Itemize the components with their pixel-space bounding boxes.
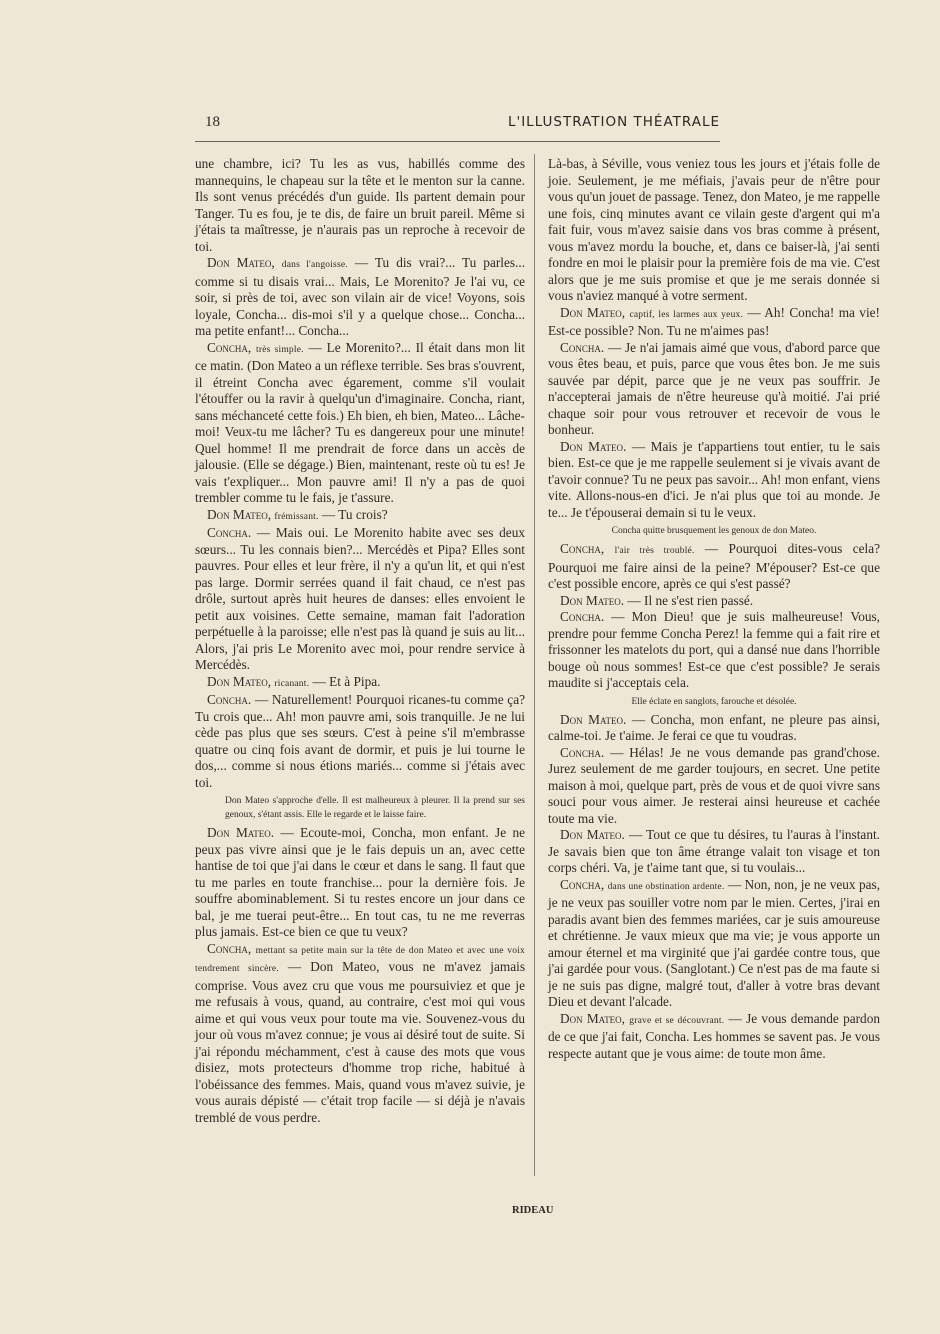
dialogue-paragraph [548,712,880,745]
dialogue-text: — Et à Pipa. [312,673,381,689]
speaker-name: Concha. [560,339,605,355]
dialogue-text: — Le Morenito?... Il était dans mon lit ce matin. (Don Mateo a un réflexe terrible. Ses bras s'ouvrent, il étreint Concha avec égarement, comme s'il voulait l'étouffer ou la ravir à quelqu'un d'imaginaire. Concha, riant, sans méchanceté cette fois.) Eh bien, eh bien, Mateo... Lâche-moi! Veux-tu me lâcher? Tu es dangereux pour une minute! Quel homme! Il me prendrait de force dans un accès de jalousie. (Elle se dégage.) Bien, maintenant, reste où tu es! Je vais t'expliquer... Mon pauvre ami! Il n'y a pas de quoi trembler comme tu le fais, je t'assure. [195,339,525,505]
stage-direction-inline: mettant sa petite main sur la tête de don Mateo et avec une voix tendrement sincère. [195,945,525,974]
journal-title: L'ILLUSTRATION THÉATRALE [507,114,720,130]
dialogue-paragraph [548,305,880,340]
speaker-name: Don Mateo, [207,506,272,522]
dialogue-text: — Non, non, je ne veux pas, je ne veux pas souiller votre nom par le mien. Certes, j'irai en paradis avant bien des femmes mariées, car je suis amoureuse et chrétienne. Je vaux mieux que ma vie; je vous apporte un amour éternel et ma virginité que j'ai gardée contre tous, que j'ai gardée pour vous. (Sanglotant.) Ce n'est pas de ma faute si je ne suis pas digne, malgré tout, d'aller à votre bras devant Dieu et devant l'alcade. [548,876,881,1009]
speaker-name: Concha, [207,339,252,355]
stage-direction-inline: captif, les larmes aux yeux. [629,309,744,320]
dialogue-text: une chambre, ici? Tu les as vus, habillés comme des mannequins, le chapeau sur la tête et le menton sur la canne. Ils sont venus précédés d'un guide. Ils partent demain pour Tanger. Tu es fou, je te dis, de faire un bruit pareil. Même si j'étais ta maîtresse, je n'aurais pas un reproche à recevoir de toi. [195,156,525,254]
right-paragraphs-2 [548,541,880,692]
dialogue-paragraph [195,340,525,507]
dialogue-text: — Don Mateo, vous ne m'avez jamais comprise. Vous avez cru que vous me poursuiviez et que je me refusais à vous, quand, au contraire, c'est moi qui vous aime et qui vous veux pour toute ma vie. Souvenez-vous du jour où vous m'avez connue; je vous ai désiré tout de suite. Si j'ai répondu méchamment, c'est à cause des mots que vous disiez, mots protecteurs d'homme trop riche, habitué à l'obéissance des femmes. Mais, quand vous m'avez suivie, je vous aurais dépisté — c'était trop facile — si déjà je n'avais tremblé de vous perdre. [195,959,526,1125]
speaker-name: Concha. [207,525,252,540]
dialogue-text: — Je vous demande pardon de ce que j'ai fait, Concha. Les hommes se savent pas. Je vous respecte autant que je vous aime: de toute mon âme. [548,1010,880,1061]
page-header [205,114,720,136]
stage-direction-inline: grave et se découvrant. [629,1015,725,1026]
dialogue-text: — Pourquoi dites-vous cela? Pourquoi me faire ainsi de la peine? M'épouser? Est-ce que c'est possible encore, après ce qui s'est passé? [548,541,880,591]
dialogue-paragraph [195,525,525,674]
dialogue-text: — Tout ce que tu désires, tu l'auras à l'instant. Je savais bien que ton âme étrange valait ton visage et ton corps chéri. Va, je t'aime tant que, si tu voulais... [548,827,880,875]
dialogue-paragraph [195,255,525,340]
dialogue-paragraph [195,156,525,255]
stage-direction: Don Mateo s'approche d'elle. Il est malheureux à pleurer. Il la prend sur ses genoux, s'étant assis. Elle le regarde et le laisse faire. [225,796,525,820]
speaker-name: Don Mateo. [560,827,625,842]
speaker-name: Don Mateo, [207,673,272,689]
stage-direction-inline: dans une obstination ardente. [607,881,725,892]
speaker-name: Concha. [560,609,605,624]
right-column [548,156,880,1062]
page-number: 18 [205,114,220,130]
dialogue-paragraph [548,827,880,877]
dialogue-text: — Mais oui. Le Morenito habite avec ses deux sœurs... Tu les connais bien?... Mercédès et Pipa? Elles sont pauvres. Pour elles et leur frère, il n'y a qu'un lit, et qui n'est pas large. Dormir serrées quand il fait chaud, ce n'est pas drôle, surtout après huit heures de danses: elles envoient le petit aux voisines. Cette semaine, maman fait l'adoration perpétuelle à la paroisse; elle n'est pas là quand je suis au lit... Alors, j'ai pris Le Morenito avec moi, pour rendre service à Mercédès. [195,525,525,672]
dialogue-paragraph [548,439,880,522]
stage-direction-inline: dans l'angoisse. [281,260,348,270]
speaker-name: Concha. [207,692,252,707]
dialogue-paragraph [195,507,525,526]
right-paragraphs-3 [548,712,880,1063]
dialogue-text: — Ah! Concha! ma vie! Est-ce possible? Non. Tu ne m'aimes pas! [548,304,880,338]
column-divider [534,154,535,1176]
header-rule [195,141,720,142]
dialogue-paragraph [195,825,525,941]
dialogue-paragraph [195,674,525,693]
dialogue-text: — Mon Dieu! que je suis malheureuse! Vous, prendre pour femme Concha Perez! la femme qui a fait rire et frissonner les matelots du port, qui a dansé nue dans l'horrible bouge où nous sommes! Est-ce que c'est possible? Je serais maudite si j'acceptais cela. [548,609,881,690]
speaker-name: Don Mateo, [207,255,275,270]
dialogue-paragraph [548,877,880,1011]
left-paragraphs [195,156,525,791]
dialogue-paragraph [548,745,880,828]
dialogue-paragraph [548,340,880,439]
dialogue-text: — Mais je t'appartiens tout entier, tu le sais bien. Est-ce que je me rappelle seulement si je vivais avant de t'avoir connue? Tu ne peux pas savoir... Ah! mon enfant, viens vite. Allons-nous-en d'ici. Je n'ai plus que toi au monde. Je te... Je t'épouserai demain si tu le veux. [548,438,880,520]
speaker-name: Don Mateo, [560,304,626,320]
dialogue-text: — Il ne s'est rien passé. [627,592,754,608]
stage-direction-inline: l'air très troublé. [614,546,695,556]
left-paragraphs-2 [195,825,525,1126]
dialogue-paragraph [548,1011,880,1063]
speaker-name: Concha, [560,541,605,556]
stage-direction-inline: très simple. [256,344,304,355]
stage-direction-inline: ricanant. [274,678,310,689]
speaker-name: Concha, [207,940,252,956]
dialogue-paragraph [548,156,880,305]
speaker-name: Don Mateo. [560,592,625,608]
dialogue-text: — Hélas! Je ne vous demande pas grand'chose. Jurez seulement de me garder toujours, en secret. Une petite maison à moi, quelque part, près de vous et de quoi vivre sans souci pour vous aimer. Je resterai ainsi heureuse et cachée toute ma vie. [548,744,880,826]
stage-direction-inline: frémissant. [274,511,319,522]
dialogue-paragraph [548,541,880,593]
left-column [195,156,525,1126]
dialogue-paragraph [195,692,525,791]
dialogue-text: — Je n'ai jamais aimé que vous, d'abord parce que vous êtes beau, et puis, parce que vous êtes bon. Je me suis sauvée par dépit, parce que je ne veux pas souffrir. Je n'accepterai jamais de n'être heureuse qu'à moitié. J'ai prié chaque soir pour vous retrouver et recevoir de vous le bonheur. [548,339,880,437]
dialogue-paragraph [195,941,525,1127]
speaker-name: Don Mateo. [207,825,275,840]
speaker-name: Concha, [560,876,605,892]
dialogue-text: Là-bas, à Séville, vous veniez tous les jours et j'étais folle de joie. Seulement, je me méfiais, j'avais peur de n'être pour vous qu'un jouet de passage. Tenez, don Mateo, je me rappelle une fois, cinq minutes avant ce vilain geste d'argent qui m'a fait fuir, vous m'avez saisie dans vos bras comme à présent, vous m'avez mordu la bouche, et, dans ce baiser-là, j'ai senti fondre en moi le plaisir pour la première fois de ma vie. C'est alors que je me suis promise et que je me serais donnée si vous n'aviez manqué à votre serment. [548,156,880,303]
curtain-label: RIDEAU [512,1205,554,1216]
speaker-name: Don Mateo. [560,438,627,454]
right-paragraphs [548,156,880,521]
dialogue-text: — Naturellement! Pourquoi ricanes-tu comme ça? Tu crois que... Ah! mon pauvre ami, sois tranquille. Je ne lui cède pas plus que ses sœurs. C'est à peine s'il m'embrasse quatre ou cinq fois avant de dormir, et puis je lui tourne le dos,... comme si nous étions mariés... comme si j'étais avec toi. [195,692,525,790]
dialogue-text: — Concha, mon enfant, ne pleure pas ainsi, calme-toi. Je t'aime. Je ferai ce que tu voudras. [548,711,880,743]
dialogue-text: — Tu crois? [321,506,388,522]
speaker-name: Don Mateo. [560,711,627,727]
stage-direction: Elle éclate en sanglots, farouche et désolée. [631,696,797,707]
stage-direction: Concha quitte brusquement les genoux de don Mateo. [611,526,817,536]
dialogue-paragraph [548,609,880,692]
speaker-name: Concha. [560,744,605,760]
dialogue-paragraph [548,593,880,610]
dialogue-text: — Ecoute-moi, Concha, mon enfant. Je ne peux pas vivre ainsi que je le fais depuis un an, avec cette hantise de toi que j'ai dans le cœur et dans le sang. Il faut que tu me parles en toute franchise... pour la dernière fois. Je souffre abominablement. Si tu restes encore un jour dans ce bal, je me tuerai peut-être... En tout cas, tu ne me reverras plus jamais. Est-ce bien ce que tu veux? [195,825,525,939]
dialogue-text: — Tu dis vrai?... Tu parles... comme si tu disais vrai... Mais, Le Morenito? Je l'ai vu, ce soir, si près de toi, avec son vilain air de vice! Voyons, sois loyale, Concha... dis-moi s'il y a quelque chose... Concha... ma petite enfant!... Concha... [195,255,526,338]
speaker-name: Don Mateo, [560,1010,626,1026]
